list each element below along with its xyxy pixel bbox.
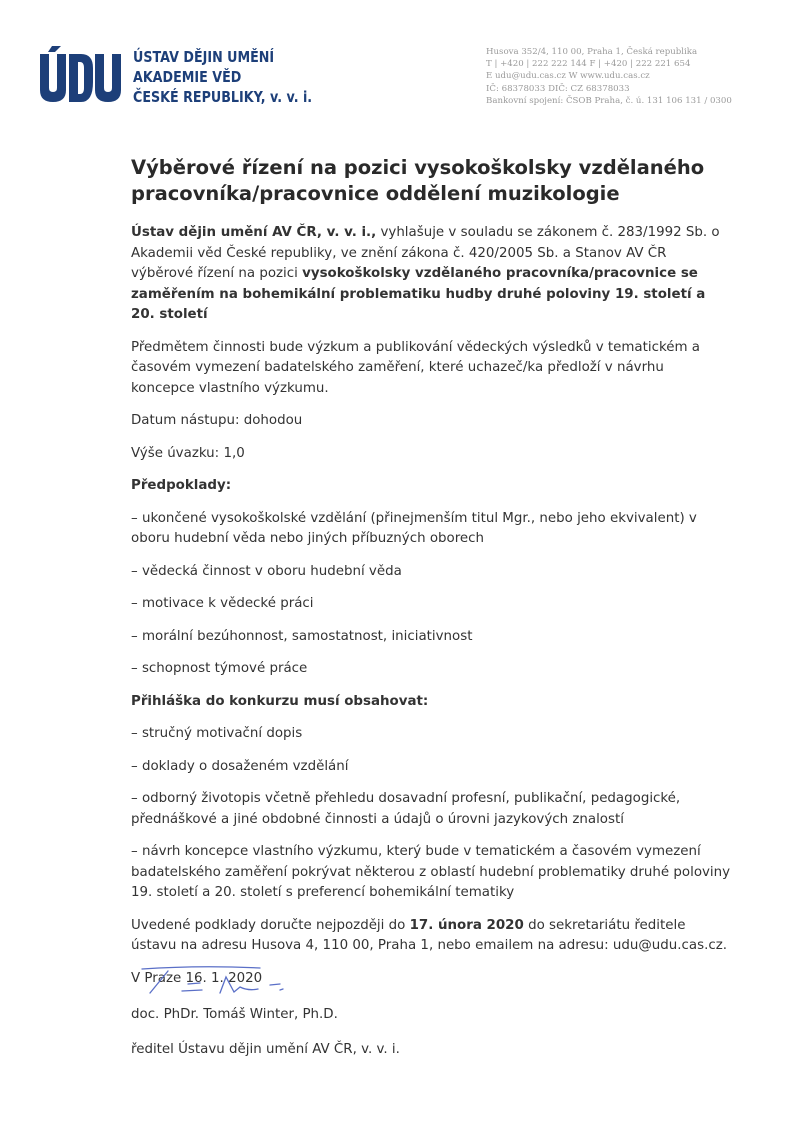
intro-paragraph bbox=[131, 223, 731, 326]
application-item: – stručný motivační dopis bbox=[131, 726, 303, 741]
requirement-item: – schopnost týmové práce bbox=[131, 661, 308, 676]
document-title: Výběrové řízení na pozici vysokoškolsky vzdělaného pracovníka/pracovnice oddělení muzikologie bbox=[131, 156, 705, 205]
signatory-name: doc. PhDr. Tomáš Winter, Ph.D. bbox=[131, 1007, 338, 1022]
requirement-item: – morální bezúhonnost, samostatnost, iniciativnost bbox=[131, 628, 473, 644]
application-heading: Přihláška do konkurzu musí obsahovat: bbox=[131, 693, 429, 709]
contact-email: E udu@udu.cas.cz W www.udu.cas.cz bbox=[486, 71, 650, 82]
document-body bbox=[131, 155, 731, 1001]
requirements-heading: Předpoklady: bbox=[131, 478, 232, 493]
application-item: – návrh koncepce vlastního výzkumu, který bude v tematickém a časovém vymezení badatelského zaměření pokrývat některou z oblastí hudební problematiky druhé poloviny 19. století a 20. století s preferencí bohemikální tematiky bbox=[131, 844, 731, 900]
subject-paragraph: Předmětem činnosti bude výzkum a publikování vědeckých výsledků v tematickém a časovém vymezení badatelského zaměření, které uchazeč/ka předloží v návrhu koncepce vlastního výzkumu. bbox=[131, 339, 700, 396]
signatory-role: ředitel Ústavu dějin umění AV ČR, v. v. i. bbox=[131, 1042, 400, 1057]
requirement-item: – motivace k vědecké práci bbox=[131, 596, 314, 611]
institution-name bbox=[133, 47, 312, 107]
submission-paragraph bbox=[131, 916, 731, 957]
institution-bold: Ústav dějin umění AV ČR, v. v. i., bbox=[131, 225, 377, 240]
start-date: Datum nástupu: dohodou bbox=[131, 413, 303, 428]
contact-address: Husova 352/4, 110 00, Praha 1, Česká republika bbox=[486, 47, 698, 57]
contact-block bbox=[486, 46, 732, 107]
requirement-item: – vědecká činnost v oboru hudební věda bbox=[131, 563, 402, 579]
submission-text: Uvedené podklady doručte nejpozději do bbox=[131, 917, 410, 933]
udu-logo bbox=[38, 46, 122, 104]
institution-name-line: ČESKÉ REPUBLIKY, v. v. i. bbox=[133, 88, 313, 106]
requirement-item: – ukončené vysokoškolské vzdělání (přinejmenším titul Mgr., nebo jeho ekvivalent) v oboru hudební věda nebo jiných příbuzných oborech bbox=[131, 510, 697, 546]
institution-name-line: ÚSTAV DĚJIN UMĚNÍ bbox=[133, 48, 275, 66]
contact-bank: Bankovní spojení: ČSOB Praha, č. ú. 131 106 131 / 0300 bbox=[486, 95, 732, 106]
contact-ids: IČ: 68378033 DIČ: CZ 68378033 bbox=[486, 83, 630, 94]
handwritten-signature bbox=[140, 965, 290, 999]
workload: Výše úvazku: 1,0 bbox=[131, 445, 245, 461]
contact-phone: T | +420 | 222 222 144 F | +420 | 222 221 654 bbox=[486, 59, 691, 70]
deadline-bold: 17. února 2020 bbox=[409, 917, 524, 933]
application-item: – doklady o dosaženém vzdělání bbox=[131, 758, 349, 774]
intro-text: vyhlašuje v souladu se zákonem č. 283/1992 Sb. o Akademii věd České republiky, ve znění zákona č. 420/2005 Sb. a Stanov AV ČR výběrové řízení na pozici bbox=[131, 225, 720, 281]
place-date: V Praze 16. 1. 2020 bbox=[131, 970, 263, 986]
position-bold: vysokoškolsky vzdělaného pracovníka/pracovnice se zaměřením na bohemikální problematiku hudby druhé poloviny 19. století a 20. století bbox=[131, 266, 706, 322]
institution-name-line: AKADEMIE VĚD bbox=[133, 68, 242, 86]
application-item: – odborný životopis včetně přehledu dosavadní profesní, publikační, pedagogické, přednáškové a jiné obdobné činnosti a údajů o úrovni jazykových znalostí bbox=[131, 791, 681, 827]
submission-text-end: do sekretariátu ředitele ústavu na adresu Husova 4, 110 00, Praha 1, nebo emailem na adresu: udu@udu.cas.cz. bbox=[131, 917, 727, 953]
